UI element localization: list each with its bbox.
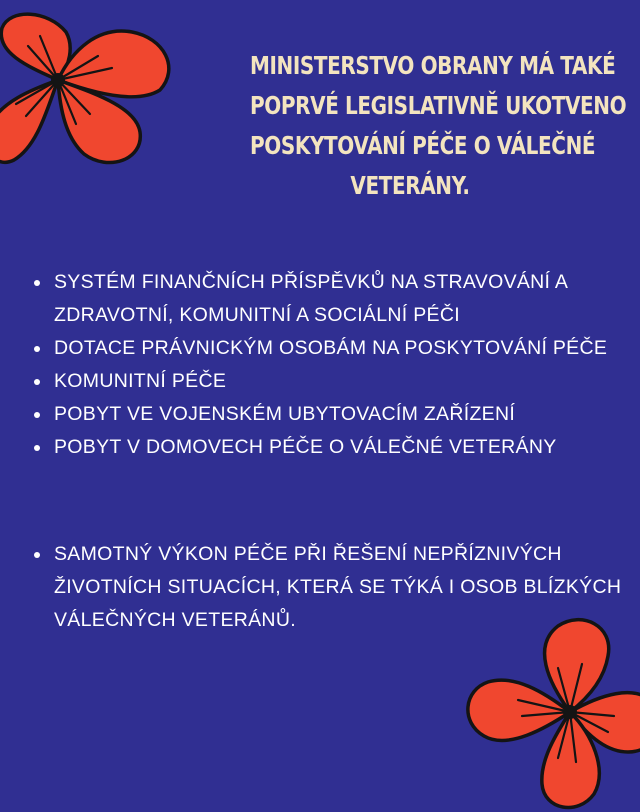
headline-line: POPRVÉ LEGISLATIVNĚ UKOTVENO xyxy=(250,91,627,120)
list-item: SAMOTNÝ VÝKON PÉČE PŘI ŘEŠENÍ NEPŘÍZNIVÝCH ŽIVOTNÍCH SITUACÍCH, KTERÁ SE TÝKÁ I OSOB BLÍZKÝCH VÁLEČNÝCH VETERÁNŮ. xyxy=(32,538,632,637)
care-list xyxy=(32,538,632,637)
headline xyxy=(250,46,627,206)
list-item: POBYT V DOMOVECH PÉČE O VÁLEČNÉ VETERÁNY xyxy=(32,431,632,464)
list-item: KOMUNITNÍ PÉČE xyxy=(32,365,632,398)
services-list xyxy=(32,266,632,464)
headline-line: MINISTERSTVO OBRANY MÁ TAKÉ xyxy=(250,51,616,80)
list-item: POBYT VE VOJENSKÉM UBYTOVACÍM ZAŘÍZENÍ xyxy=(32,398,632,431)
headline-line: POSKYTOVÁNÍ PÉČE O VÁLEČNÉ xyxy=(250,131,596,160)
poppy-flower-icon xyxy=(458,612,640,812)
list-item: SYSTÉM FINANČNÍCH PŘÍSPĚVKŮ NA STRAVOVÁNÍ A ZDRAVOTNÍ, KOMUNITNÍ A SOCIÁLNÍ PÉČI xyxy=(32,266,632,332)
list-item: DOTACE PRÁVNICKÝM OSOBÁM NA POSKYTOVÁNÍ PÉČE xyxy=(32,332,632,365)
headline-line: VETERÁNY. xyxy=(350,171,470,200)
poppy-flower-icon xyxy=(0,6,192,176)
